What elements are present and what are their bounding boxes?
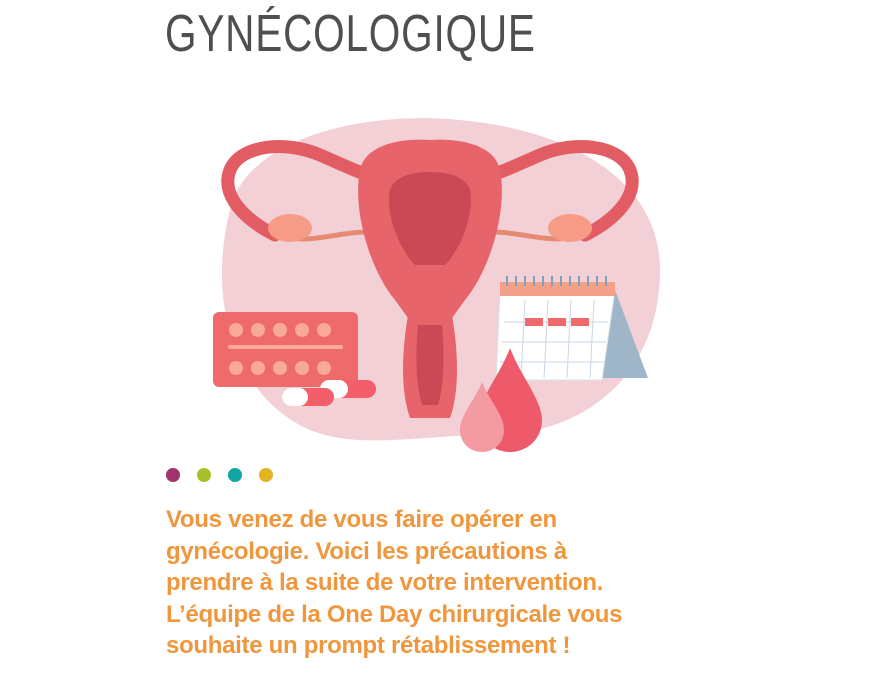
dot-purple	[166, 468, 180, 482]
dot-teal	[228, 468, 242, 482]
dot-green	[197, 468, 211, 482]
dot-yellow	[259, 468, 273, 482]
page-title: GYNÉCOLOGIQUE	[165, 5, 536, 63]
intro-message	[166, 504, 726, 662]
message-line: Vous venez de vous faire opérer en	[166, 506, 557, 533]
message-line: souhaite un prompt rétablissement !	[166, 632, 571, 659]
pill-blister-icon	[213, 312, 358, 387]
message-line: L’équipe de la One Day chirurgicale vous	[166, 600, 623, 628]
color-dots	[166, 468, 273, 482]
message-line: gynécologie. Voici les précautions à	[166, 537, 567, 565]
message-line: prendre à la suite de votre intervention.	[166, 569, 604, 596]
uterus-illustration-icon	[190, 100, 670, 460]
